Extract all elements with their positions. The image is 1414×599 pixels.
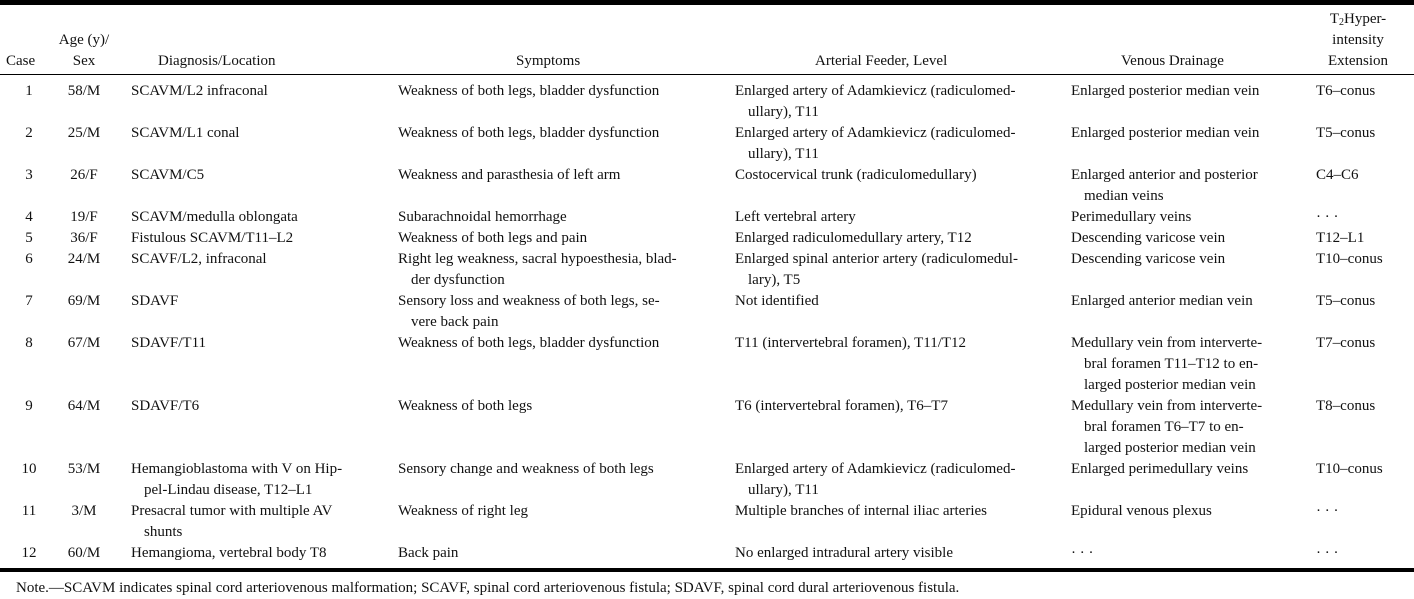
cell-line: larged posterior median vein: [1084, 440, 1256, 456]
cell-line: vere back pain: [411, 314, 499, 330]
cell-t2: T5–conus: [1316, 125, 1376, 141]
cell-line: pel-Lindau disease, T12–L1: [144, 482, 313, 498]
cell-line: Medullary vein from interverte-: [1071, 335, 1263, 351]
header-venous: Venous Drainage: [1121, 53, 1224, 69]
cell-line: larged posterior median vein: [1084, 377, 1256, 393]
cell-diagnosis: SCAVM/medulla oblongata: [131, 209, 298, 225]
cell-line: Enlarged spinal anterior artery (radiculomedul-: [735, 251, 1018, 267]
cell-venous: Descending varicose vein: [1071, 251, 1226, 267]
cell-arterial: Left vertebral artery: [735, 209, 856, 225]
cell-t2: T7–conus: [1316, 335, 1376, 351]
cell-case: 7: [25, 293, 33, 309]
cell-t2: T12–L1: [1316, 230, 1365, 246]
cell-case: 12: [21, 545, 37, 561]
header-case: Case: [6, 53, 36, 69]
cell-diagnosis: SDAVF: [131, 293, 179, 309]
cell-age-sex: 24/M: [67, 251, 101, 267]
cell-line: Presacral tumor with multiple AV: [131, 503, 333, 519]
cell-symptoms: Weakness of both legs, bladder dysfunction: [398, 125, 660, 141]
cell-case: 2: [25, 125, 33, 141]
cell-t2: T10–conus: [1316, 251, 1383, 267]
cell-age-sex: 25/M: [67, 125, 101, 141]
cell-diagnosis: SCAVM/C5: [131, 167, 205, 183]
cell-arterial: No enlarged intradural artery visible: [735, 545, 953, 561]
cell-age-sex: 53/M: [67, 461, 101, 477]
cell-symptoms: [398, 291, 708, 333]
cell-arterial: [735, 249, 1057, 291]
cell-line: ullary), T11: [748, 482, 819, 498]
cell-line: Sensory loss and weakness of both legs, se-: [398, 293, 660, 309]
cell-symptoms: Weakness and parasthesia of left arm: [398, 167, 621, 183]
cell-t2: T10–conus: [1316, 461, 1383, 477]
cell-age-sex: 60/M: [67, 545, 101, 561]
table-header: [0, 0, 1414, 74]
cell-case: 4: [25, 209, 33, 225]
cell-line: bral foramen T6–T7 to en-: [1084, 419, 1244, 435]
cell-diagnosis: [131, 459, 379, 501]
cell-symptoms: Weakness of both legs, bladder dysfunction: [398, 83, 660, 99]
cell-arterial: [735, 459, 1057, 501]
cell-diagnosis: [131, 501, 379, 543]
header-symptoms: Symptoms: [516, 53, 581, 69]
cell-t2: · · ·: [1316, 503, 1339, 519]
cell-age-sex: 64/M: [67, 398, 101, 414]
cell-age-sex: 19/F: [70, 209, 98, 225]
cell-line: Enlarged artery of Adamkievicz (radiculomed-: [735, 83, 1016, 99]
cell-t2: T8–conus: [1316, 398, 1376, 414]
cell-symptoms: [398, 249, 708, 291]
cell-arterial: Enlarged radiculomedullary artery, T12: [735, 230, 972, 246]
cell-venous: [1071, 165, 1286, 207]
table-note: Note.—SCAVM indicates spinal cord arteriovenous malformation; SCAVF, spinal cord arteriovenous fistula; SDAVF, spinal cord dural arteriovenous fistula.: [16, 580, 960, 596]
cell-line: median veins: [1084, 188, 1164, 204]
cell-line: ullary), T11: [748, 104, 819, 120]
table-bottom-rule: [0, 568, 1414, 572]
cell-arterial: Multiple branches of internal iliac arteries: [735, 503, 987, 519]
cell-case: 5: [25, 230, 33, 246]
cell-age-sex: 3/M: [71, 503, 97, 519]
cell-venous: Descending varicose vein: [1071, 230, 1226, 246]
cell-line: Enlarged anterior and posterior: [1071, 167, 1258, 183]
cell-venous: · · ·: [1071, 545, 1094, 561]
cell-case: 8: [25, 335, 33, 351]
cell-age-sex: 67/M: [67, 335, 101, 351]
cell-line: Enlarged artery of Adamkievicz (radiculomed-: [735, 125, 1016, 141]
cell-diagnosis: SCAVM/L2 infraconal: [131, 83, 268, 99]
cell-arterial: [735, 123, 1057, 165]
header-t2-line3: Extension: [1328, 53, 1388, 69]
cell-t2: · · ·: [1316, 209, 1339, 225]
cell-diagnosis: SDAVF/T11: [131, 335, 207, 351]
cell-arterial: T11 (intervertebral foramen), T11/T12: [735, 335, 967, 351]
cell-case: 1: [25, 83, 33, 99]
cell-case: 10: [21, 461, 37, 477]
cell-age-sex: 36/F: [70, 230, 98, 246]
cell-line: Right leg weakness, sacral hypoesthesia, blad-: [398, 251, 677, 267]
cell-line: lary), T5: [748, 272, 801, 288]
cell-venous: [1071, 396, 1286, 459]
header-t2-line2: intensity: [1332, 32, 1384, 48]
cell-symptoms: Sensory change and weakness of both legs: [398, 461, 654, 477]
cell-t2: T6–conus: [1316, 83, 1376, 99]
cell-diagnosis: Fistulous SCAVM/T11–L2: [131, 230, 294, 246]
header-t2-line1: Hyper-: [1343, 11, 1387, 27]
cell-line: ullary), T11: [748, 146, 819, 162]
cell-symptoms: Weakness of right leg: [398, 503, 529, 519]
cell-t2: T5–conus: [1316, 293, 1376, 309]
header-t2-sub: 2: [1338, 17, 1344, 28]
cell-age-sex: 26/F: [70, 167, 98, 183]
cell-case: 3: [25, 167, 33, 183]
cell-symptoms: Weakness of both legs, bladder dysfunction: [398, 335, 660, 351]
cell-symptoms: Back pain: [398, 545, 459, 561]
cell-diagnosis: SCAVF/L2, infraconal: [131, 251, 267, 267]
cell-line: shunts: [144, 524, 183, 540]
cell-arterial: Costocervical trunk (radiculomedullary): [735, 167, 977, 183]
cell-case: 11: [21, 503, 37, 519]
cell-arterial: T6 (intervertebral foramen), T6–T7: [735, 398, 948, 414]
header-t2-prefix: T: [1329, 11, 1339, 27]
cell-symptoms: Weakness of both legs: [398, 398, 533, 414]
cell-diagnosis: SCAVM/L1 conal: [131, 125, 240, 141]
cell-line: bral foramen T11–T12 to en-: [1084, 356, 1259, 372]
cell-line: Enlarged artery of Adamkievicz (radiculomed-: [735, 461, 1016, 477]
header-age-line1: Age (y)/: [58, 32, 110, 48]
cell-venous: Enlarged perimedullary veins: [1071, 461, 1249, 477]
cell-case: 9: [25, 398, 33, 414]
cell-venous: Perimedullary veins: [1071, 209, 1192, 225]
cell-case: 6: [25, 251, 33, 267]
cell-line: der dysfunction: [411, 272, 505, 288]
cell-arterial: [735, 81, 1057, 123]
header-age-line2: Sex: [72, 53, 96, 69]
header-age-sex: [54, 30, 114, 72]
cell-t2: C4–C6: [1316, 167, 1359, 183]
header-arterial: Arterial Feeder, Level: [815, 53, 948, 69]
header-diagnosis: Diagnosis/Location: [158, 53, 276, 69]
cell-diagnosis: SDAVF/T6: [131, 398, 200, 414]
cell-venous: Enlarged posterior median vein: [1071, 83, 1260, 99]
cell-age-sex: 58/M: [67, 83, 101, 99]
cell-venous: [1071, 333, 1286, 396]
header-t2: [1310, 9, 1406, 72]
cell-line: Hemangioblastoma with V on Hip-: [131, 461, 343, 477]
cell-symptoms: Weakness of both legs and pain: [398, 230, 588, 246]
cell-line: Medullary vein from interverte-: [1071, 398, 1263, 414]
cell-t2: · · ·: [1316, 545, 1339, 561]
cell-venous: Epidural venous plexus: [1071, 503, 1212, 519]
cell-arterial: Not identified: [735, 293, 819, 309]
cell-venous: Enlarged posterior median vein: [1071, 125, 1260, 141]
cell-diagnosis: Hemangioma, vertebral body T8: [131, 545, 327, 561]
cell-venous: Enlarged anterior median vein: [1071, 293, 1253, 309]
cell-age-sex: 69/M: [67, 293, 101, 309]
cell-symptoms: Subarachnoidal hemorrhage: [398, 209, 567, 225]
table-header-rule: [0, 74, 1414, 75]
